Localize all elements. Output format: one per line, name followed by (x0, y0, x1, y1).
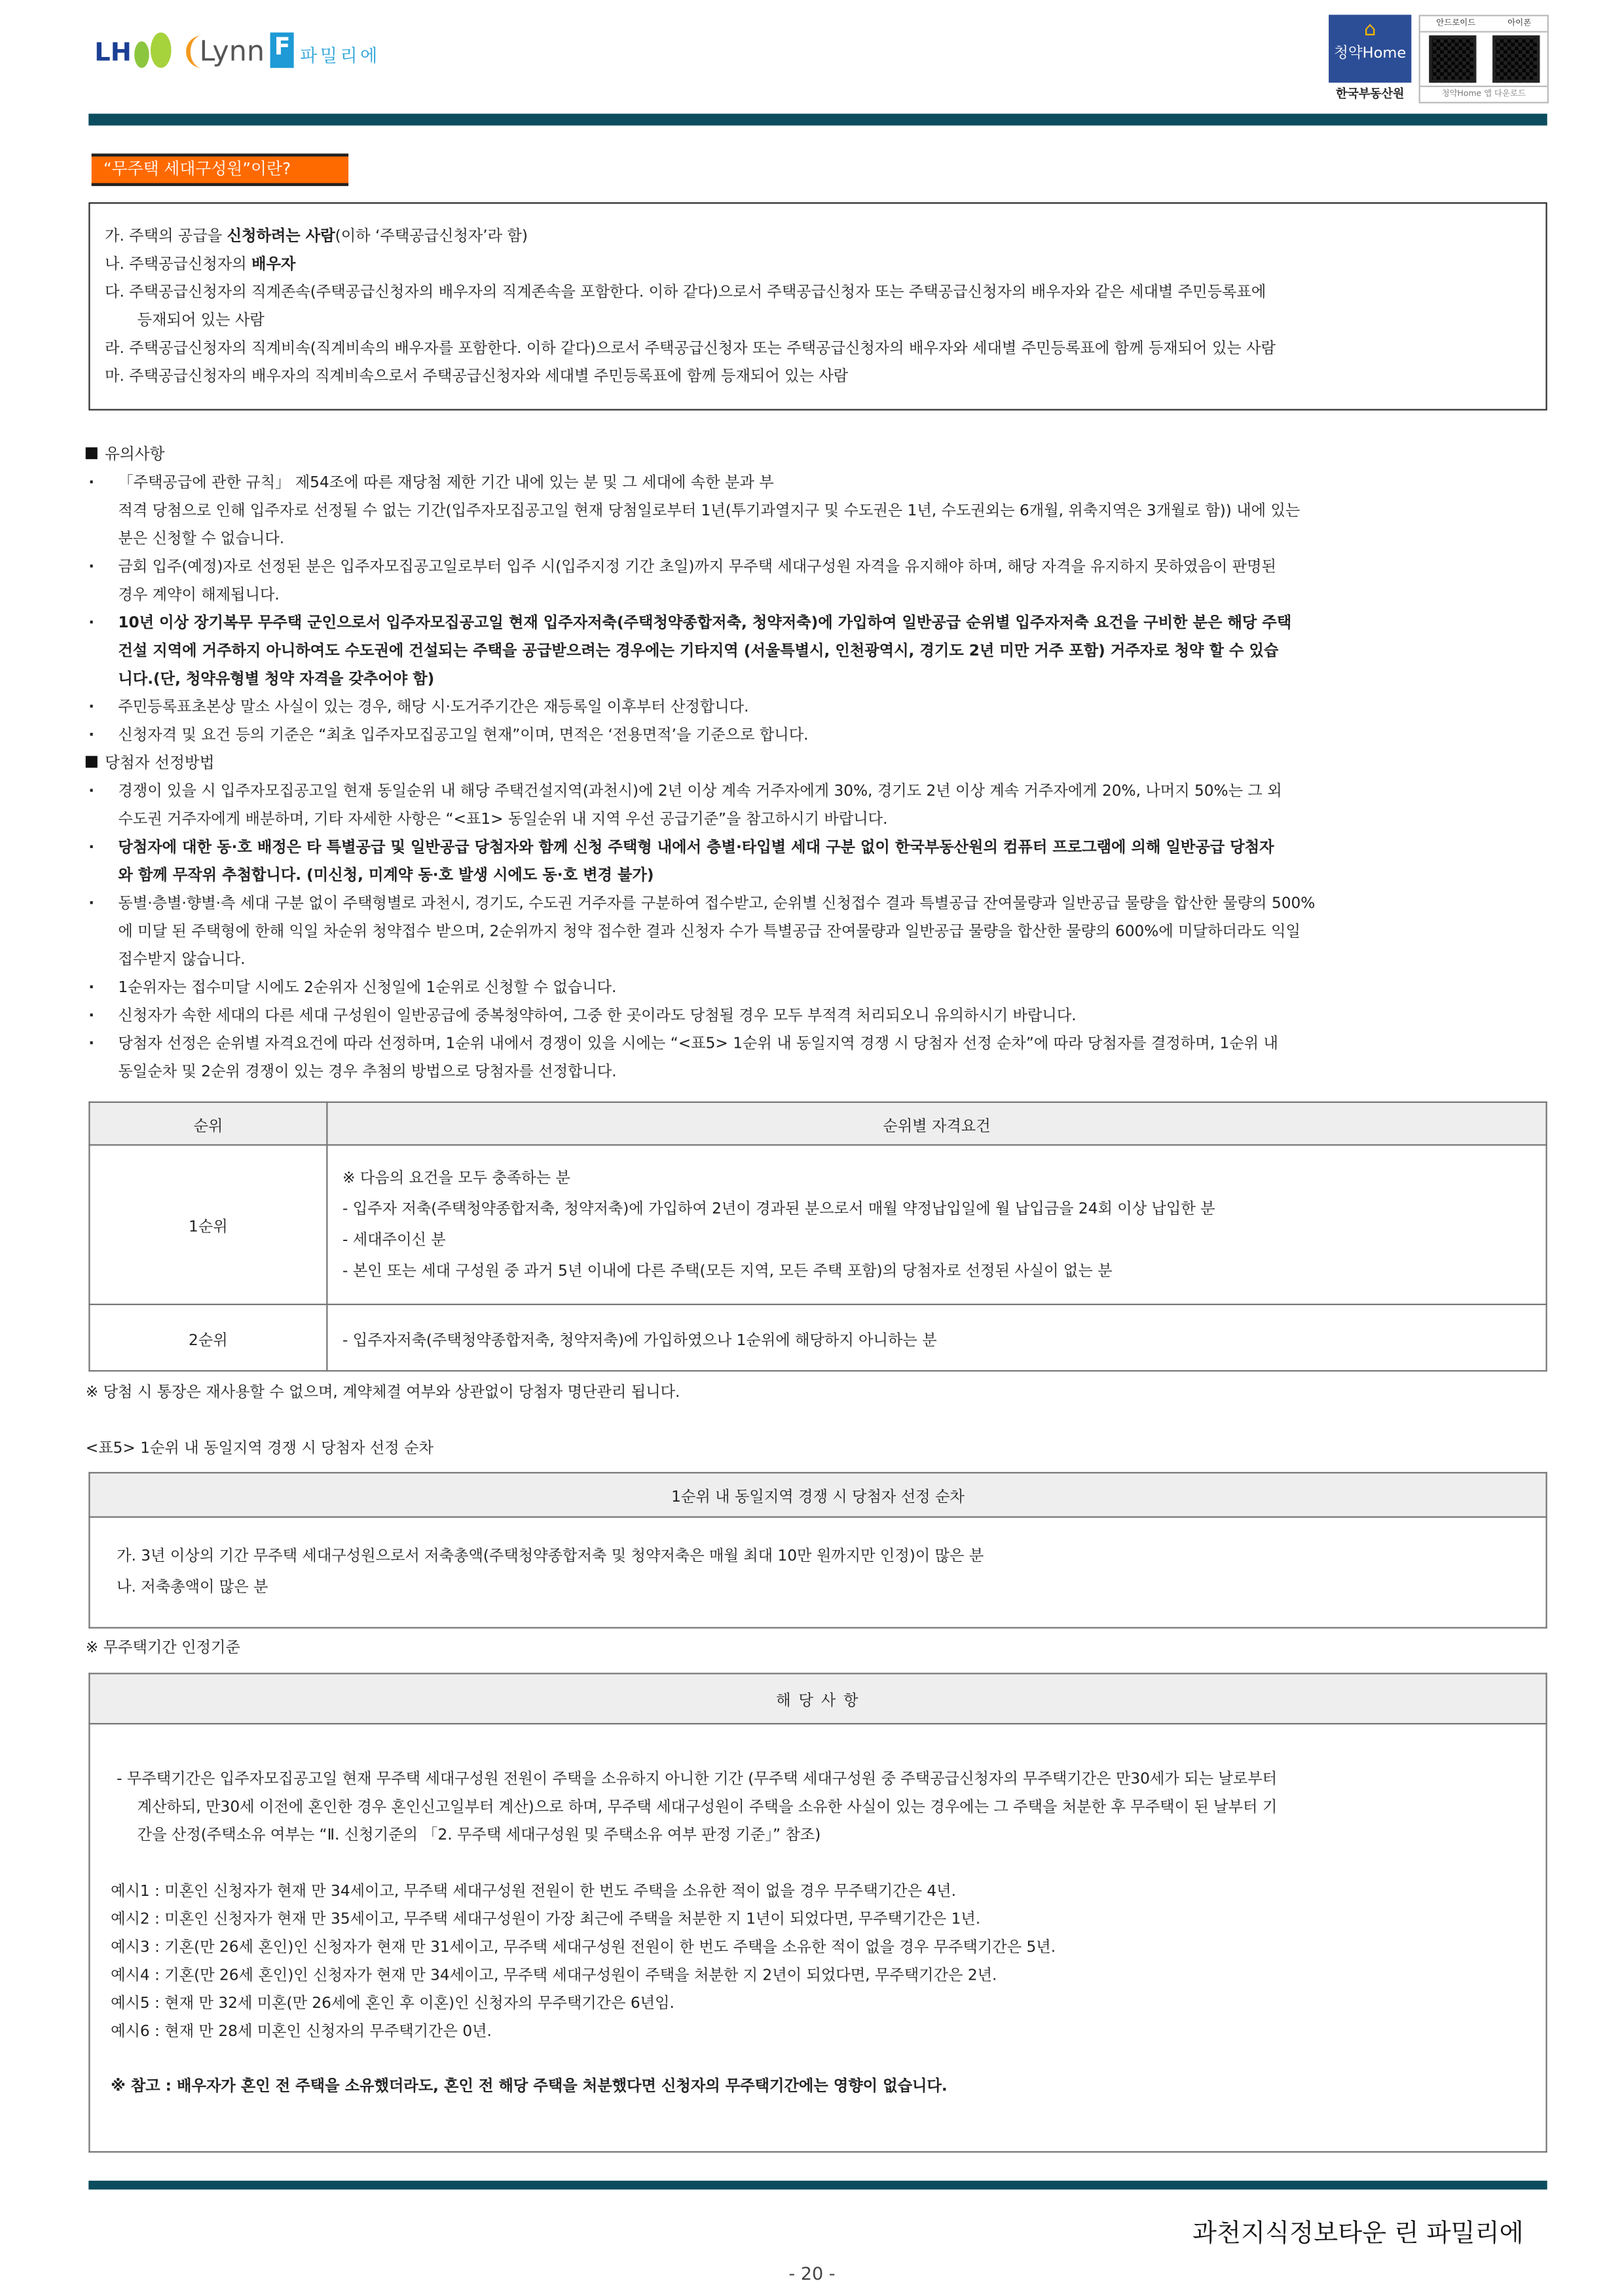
rank1-label: 1순위 (89, 1145, 327, 1304)
selection-heading: 당첨자 선정방법 (86, 750, 1555, 778)
notice-line: 분은 신청할 수 없습니다. (118, 530, 285, 548)
definition-text: 라. 주택공급신청자의 직계비속(직계비속의 배우자를 포함한다. 이하 같다)으로서 주택공급신청자 또는 주택공급신청자의 배우자와 세대별 주민등록표에 함께 등재되어 있는 사람 (105, 339, 1276, 358)
qr-label-iphone: 아이폰 (1507, 19, 1532, 28)
house-icon: ⌂ (1363, 19, 1376, 42)
req-line: - 입주자 저축(주택청약종합저축, 청약저축)에 가입하여 2년이 경과된 분으로서 매월 약정납입일에 월 납입금을 24회 이상 납입한 분 (342, 1199, 1215, 1217)
selection-line: · 신청자가 속한 세대의 다른 세대 구성원이 일반공급에 중복청약하여, 그중 한 곳이라도 당첨될 경우 모두 부적격 처리되오니 유의하시기 바랍니다. (86, 1003, 1555, 1031)
definition-box (88, 202, 1547, 411)
table5-body (89, 1517, 1546, 1627)
example-line: 예시3 : 기혼(만 26세 혼인)인 신청자가 현재 만 31세이고, 무주택 세대구성원 전원이 한 번도 주택을 소유한 적이 없을 경우 무주택기간은 5년. (111, 1938, 1056, 1957)
rank-table (88, 1102, 1547, 1372)
selection-line: · 동별·층별·향별·측 세대 구분 없이 주택형별로 과천시, 경기도, 수도권 거주자를 구분하여 접수받고, 순위별 신청접수 결과 특별공급 잔여물량과 일반공급 물량을 합산한 물량의 500% (86, 890, 1555, 918)
notice-line: · 신청자격 및 요건 등의 기준은 “최초 입주자모집공고일 현재”이며, 면적은 ‘전용면적’을 기준으로 합니다. (86, 722, 1555, 750)
example-line: 예시1 : 미혼인 신청자가 현재 만 34세이고, 무주택 세대구성원 전원이 한 번도 주택을 소유한 적이 없을 경우 무주택기간은 4년. (111, 1882, 956, 1900)
notice-line: 니다.(단, 청약유형별 청약 자격을 갖추어야 함) (118, 670, 435, 688)
col-header-requirements: 순위별 자격요건 (327, 1102, 1546, 1145)
selection-line: · 1순위자는 접수미달 시에도 2순위자 신청일에 1순위로 신청할 수 없습니다. (86, 974, 1555, 1003)
period-table (88, 1673, 1547, 2153)
req-line: - 본인 또는 세대 구성원 중 과거 5년 이내에 다른 주택(모든 지역, 모든 주택 포함)의 당첨자로 선정된 사실이 없는 분 (342, 1261, 1113, 1280)
notice-line: · 금회 입주(예정)자로 선정된 분은 입주자모집공고일로부터 입주 시(입주지정 기간 초일)까지 무주택 세대구성원 자격을 유지해야 하며, 해당 자격을 유지하지 못하였음이 판명된 (86, 553, 1555, 582)
qr-code-icon[interactable] (1492, 35, 1539, 83)
notice-line: · 10년 이상 장기복무 무주택 군인으로서 입주자모집공고일 현재 입주자저축(주택청약종합저축, 청약저축)에 가입하여 일반공급 순위별 입주자저축 요건을 구비한 분은 해당 주택 (86, 610, 1555, 638)
selection-line: 에 미달 된 주택형에 한해 익일 차순위 청약접수 받으며, 2순위까지 청약 접수한 결과 신청자 수가 특별공급 잔여물량과 일반공급 물량을 합산한 물량의 600%에 미달하더라도 익일 (118, 923, 1301, 941)
definition-line (105, 251, 1531, 279)
table5-header: 1순위 내 동일지역 경쟁 시 당첨자 선정 순차 (89, 1473, 1546, 1517)
definition-line (105, 307, 1531, 335)
selection-line: · 경쟁이 있을 시 입주자모집공고일 현재 동일순위 내 해당 주택건설지역(과천시)에 2년 이상 계속 거주자에게 30%, 경기도 2년 이상 계속 거주자에게 20%, 나머지 50%는 그 외 (86, 778, 1555, 806)
qr-code-icon[interactable] (1428, 35, 1475, 83)
definition-text: 가. 주택의 공급을 (105, 227, 227, 246)
period-main-line: 계산하되, 만30세 이전에 혼인한 경우 혼인신고일부터 계산)으로 하며, 무주택 세대구성원이 주택을 소유한 사실이 있는 경우에는 그 주택을 처분한 후 무주택이 된 날부터 기 (137, 1798, 1278, 1817)
selection-line: 와 함께 무작위 추첨합니다. (미신청, 미계약 동·호 발생 시에도 동·호 변경 불가) (118, 866, 654, 885)
period-main-line: 간을 산정(주택소유 여부는 “Ⅱ. 신청기준의 「2. 무주택 세대구성원 및 주택소유 여부 판정 기준」” 참조) (137, 1826, 821, 1844)
example-line: 예시2 : 미혼인 신청자가 현재 만 35세이고, 무주택 세대구성원이 가장 최근에 주택을 처분한 지 1년이 되었다면, 무주택기간은 1년. (111, 1910, 981, 1929)
notice-line: 건설 지역에 거주하지 아니하여도 수도권에 건설되는 주택을 공급받으려는 경우에는 기타지역 (서울특별시, 인천광역시, 경기도 2년 미만 거주 포함) 거주자로 청약 할 수 있습 (118, 642, 1279, 660)
table5 (88, 1472, 1547, 1629)
definition-text: 등재되어 있는 사람 (137, 311, 265, 329)
definition-text: 나. 주택공급신청자의 (105, 255, 252, 274)
notice-section (86, 441, 1555, 1086)
definition-line (105, 363, 1531, 392)
table5-caption: <표5> 1순위 내 동일지역 경쟁 시 당첨자 선정 순차 (85, 1439, 434, 1458)
notice-line: · 「주택공급에 관한 규칙」 제54조에 따른 재당첨 제한 기간 내에 있는 분 및 그 세대에 속한 분과 부 (86, 470, 1555, 498)
definition-bold-text: 신청하려는 사람 (227, 227, 335, 246)
cheongyak-home-badge (1329, 15, 1411, 101)
definition-bold-text: 배우자 (251, 255, 296, 274)
selection-line: 접수받지 않습니다. (118, 950, 246, 969)
example-line: 예시5 : 현재 만 32세 미혼(만 26세에 혼인 후 이혼)인 신청자의 무주택기간은 6년임. (111, 1994, 674, 2012)
period-heading: ※ 무주택기간 인정기준 (85, 1639, 240, 1657)
req-line: - 세대주이신 분 (342, 1231, 446, 1249)
period-body (89, 1724, 1546, 2152)
selection-line: · 당첨자 선정은 순위별 자격요건에 따라 선정하며, 1순위 내에서 경쟁이 있을 시에는 “<표5> 1순위 내 동일지역 경쟁 시 당첨자 선정 순차”에 따라 당첨자를 결정하며, 1순위 내 (86, 1031, 1555, 1059)
lynn-logo: Lynn (186, 35, 265, 68)
rank-note: ※ 당첨 시 통장은 재사용할 수 없으며, 계약체결 여부와 상관없이 당첨자 명단관리 됩니다. (85, 1383, 680, 1401)
period-reference-note: ※ 참고 : 배우자가 혼인 전 주택을 소유했더라도, 혼인 전 해당 주택을 처분했다면 신청자의 무주택기간에는 영향이 없습니다. (111, 2077, 948, 2096)
definition-line (105, 335, 1531, 363)
section-title-tag: “무주택 세대구성원”이란? (92, 153, 348, 186)
period-main-line: - 무주택기간은 입주자모집공고일 현재 무주택 세대구성원 전원이 주택을 소유하지 아니한 기간 (무주택 세대구성원 중 주택공급신청자의 무주택기간은 만30세가 되는 날로부터 (117, 1770, 1278, 1788)
definition-line (105, 279, 1531, 307)
f-logo: F (270, 33, 294, 68)
table5-line: 가. 3년 이상의 기간 무주택 세대구성원으로서 저축총액(주택청약종합저축 및 청약저축은 매월 최대 10만 원까지만 인정)이 많은 분 (117, 1547, 984, 1565)
notice-heading: 유의사항 (86, 441, 1555, 470)
notice-line: · 주민등록표초본상 말소 사실이 있는 경우, 해당 시·도거주기간은 재등록일 이후부터 산정합니다. (86, 694, 1555, 722)
definition-text: 다. 주택공급신청자의 직계존속(주택공급신청자의 배우자의 직계존속을 포함한다. 이하 같다)으로서 주택공급신청자 또는 주택공급신청자의 배우자와 같은 세대별 주민등록표에 (105, 283, 1266, 301)
org-name: 한국부동산원 (1335, 87, 1405, 101)
qr-codes (1419, 15, 1549, 103)
rank2-label: 2순위 (89, 1305, 327, 1371)
logo (94, 33, 380, 68)
rank2-requirements: - 입주자저축(주택청약종합저축, 청약저축)에 가입하였으나 1순위에 해당하지 아니하는 분 (327, 1305, 1546, 1371)
family-logo-text: 파밀리에 (300, 45, 380, 67)
col-header-rank: 순위 (89, 1102, 327, 1145)
period-header: 해 당 사 항 (89, 1673, 1546, 1724)
page-number: - 20 - (788, 2263, 836, 2284)
header-divider (88, 114, 1547, 126)
rank1-requirements (327, 1145, 1546, 1304)
example-line: 예시4 : 기혼(만 26세 혼인)인 신청자가 현재 만 34세이고, 무주택 세대구성원이 주택을 처분한 지 2년이 되었다면, 무주택기간은 2년. (111, 1966, 997, 1985)
selection-line: 수도권 거주자에게 배분하며, 기타 자세한 사항은 “<표1> 동일순위 내 지역 우선 공급기준”을 참고하시기 바랍니다. (118, 810, 888, 828)
footer-divider (88, 2181, 1547, 2190)
definition-text: 마. 주택공급신청자의 배우자의 직계비속으로서 주택공급신청자와 세대별 주민등록표에 함께 등재되어 있는 사람 (105, 367, 849, 386)
definition-line (105, 223, 1531, 251)
footer-title: 과천지식정보타운 린 파밀리에 (1192, 2219, 1524, 2249)
qr-footer: 청약Home 앱 다운로드 (1420, 86, 1547, 102)
req-line: ※ 다음의 요건을 모두 충족하는 분 (342, 1168, 570, 1187)
example-line: 예시6 : 현재 만 28세 미혼인 신청자의 무주택기간은 0년. (111, 2022, 492, 2041)
selection-line: · 당첨자에 대한 동·호 배정은 타 특별공급 및 일반공급 당첨자와 함께 신청 주택형 내에서 층별·타입별 세대 구분 없이 한국부동산원의 컴퓨터 프로그램에 의해 일반공급 당첨자 (86, 834, 1555, 862)
home-badge-label: 청약Home (1334, 45, 1407, 62)
table5-line: 나. 저축총액이 많은 분 (117, 1578, 268, 1597)
selection-line: 동일순차 및 2순위 경쟁이 있는 경우 추첨의 방법으로 당첨자를 선정합니다. (118, 1063, 617, 1081)
definition-text: (이하 ‘주택공급신청자’라 함) (335, 227, 528, 246)
qr-label-android: 안드로이드 (1436, 19, 1476, 28)
notice-line: 경우 계약이 해제됩니다. (118, 586, 280, 604)
lh-logo: LH (94, 38, 132, 68)
leaf-icon (134, 33, 171, 68)
notice-line: 적격 당첨으로 인해 입주자로 선정될 수 없는 기간(입주자모집공고일 현재 당첨일로부터 1년(투기과열지구 및 수도권은 1년, 수도권외는 6개월, 위축지역은 3개월로 함)) 내에 있는 (118, 502, 1301, 520)
